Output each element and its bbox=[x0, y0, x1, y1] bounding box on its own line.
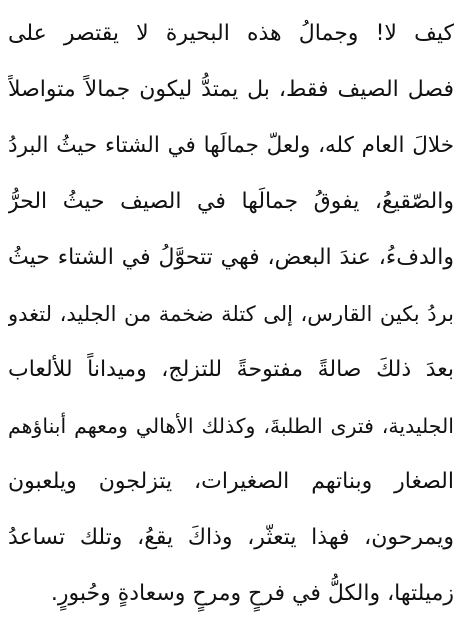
text-line-4: والصّقيعُ، يفوقُ جمالَها في الصيف حيثُ الحرُّ bbox=[8, 189, 454, 214]
text-line-2: فصل الصيف فقط، بل يمتدُّ ليكون جمالاً متواصلاً bbox=[8, 77, 454, 102]
text-line-9: الصغار وبناتهم الصغيرات، يتزلجون ويلعبون bbox=[8, 469, 454, 494]
text-line-7: بعدَ ذلكَ صالةً مفتوحةً للتزلج، وميداناً للألعاب bbox=[8, 357, 454, 382]
text-line-8: الجليدية، فترى الطلبةَ، وكذلك الأهالي ومعهم أبناؤهم bbox=[8, 414, 454, 438]
text-line-11: زميلتها، والكلُّ في فرحٍ ومرحٍ وسعادةٍ وحُبورٍ. bbox=[50, 581, 454, 606]
document-page bbox=[8, 6, 454, 626]
text-line-1: كيف لا! وجمالُ هذه البحيرة لا يقتصر على bbox=[8, 21, 454, 46]
text-line-10: ويمرحون، فهذا يتعثّر، وذاكَ يقعُ، وتلك تساعدُ bbox=[8, 525, 454, 550]
text-line-3: خلالَ العام كله، ولعلّ جمالَها في الشتاء حيثُ البردُ bbox=[8, 133, 454, 158]
text-line-5: والدفءُ، عندَ البعض، فهي تتحوَّلُ في الشتاء حيثُ bbox=[8, 245, 454, 270]
text-line-6: بردُ بكين القارس، إلى كتلة ضخمة من الجليد، لتغدو bbox=[8, 302, 454, 326]
